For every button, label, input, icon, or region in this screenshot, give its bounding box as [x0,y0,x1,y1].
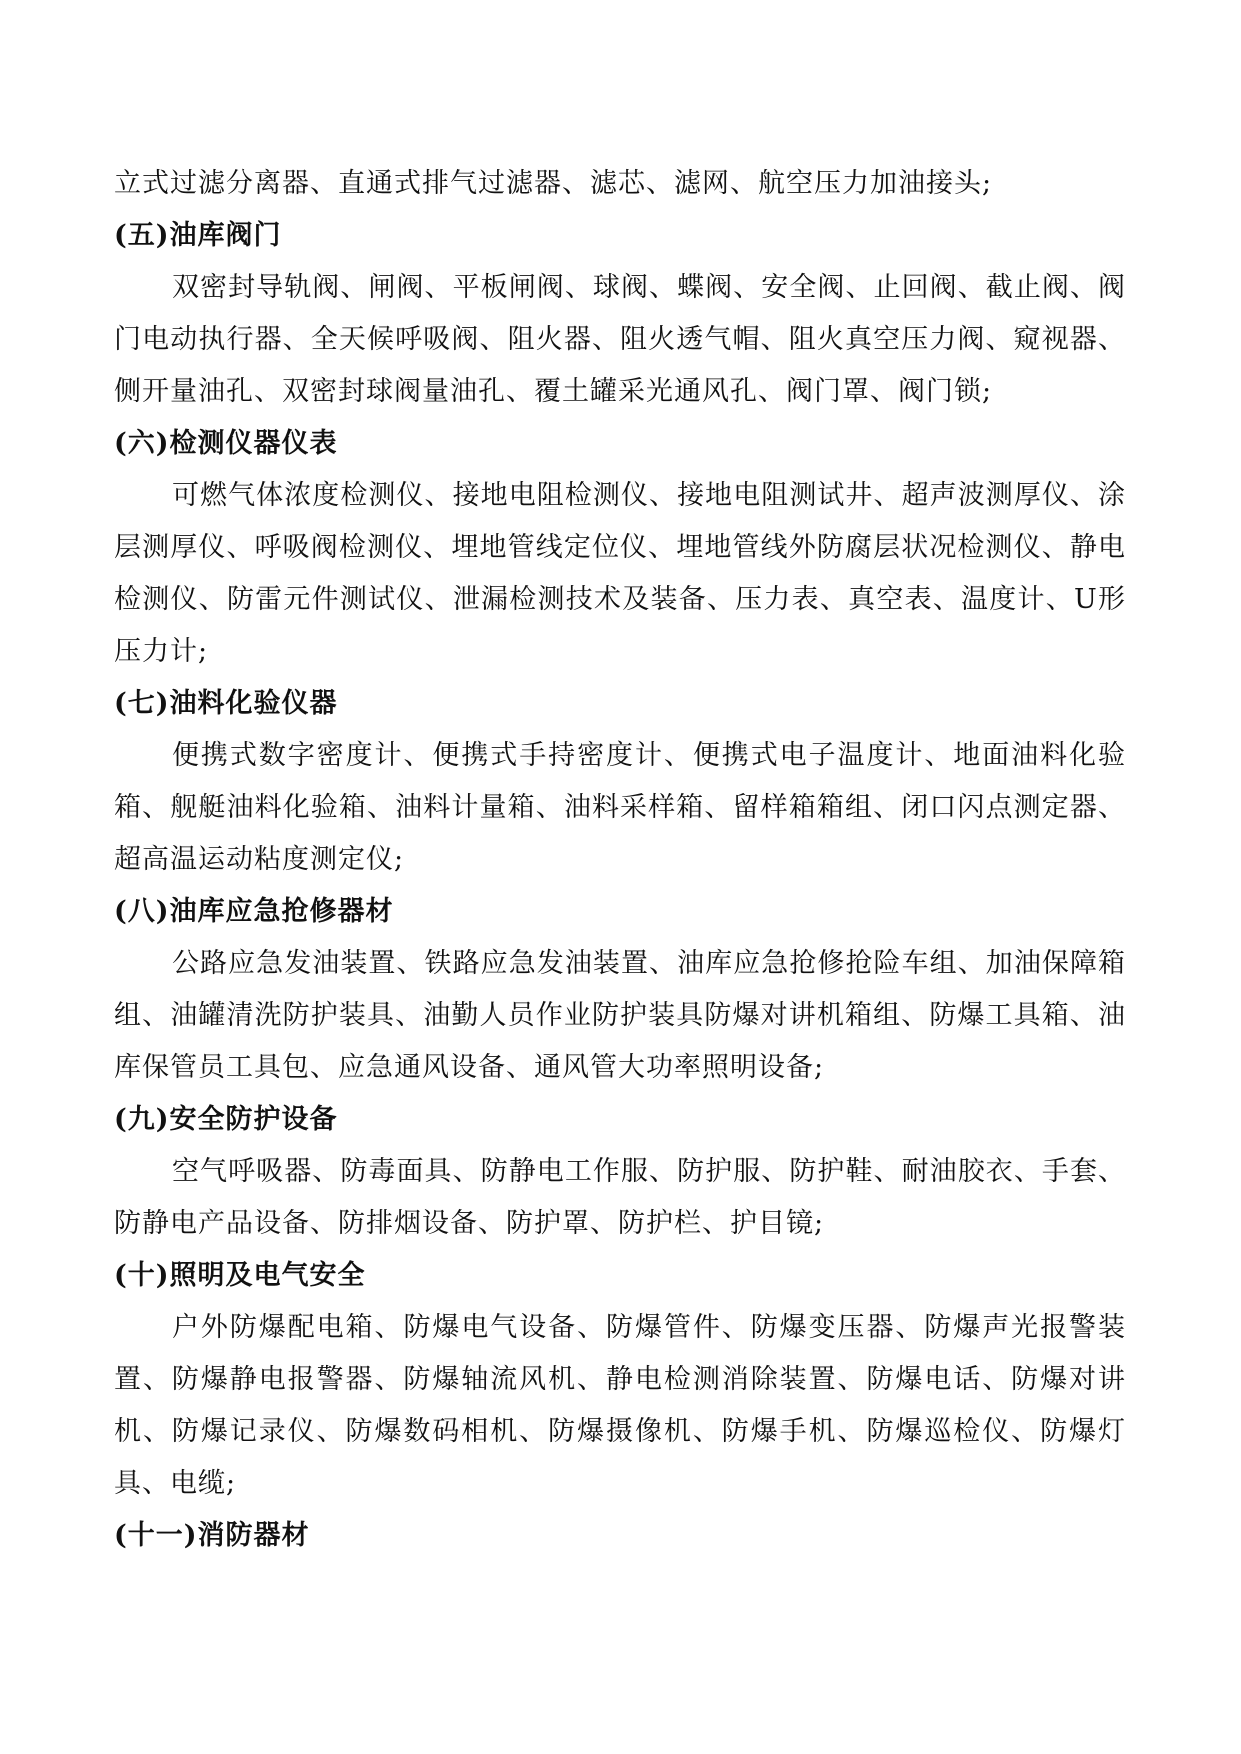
section-heading-8: (八)油库应急抢修器材 [114,896,394,927]
continuation-paragraph: 立式过滤分离器、直通式排气过滤器、滤芯、滤网、航空压力加油接头; [114,168,993,199]
section-heading-10: (十)照明及电气安全 [114,1260,366,1291]
section-body-5: 双密封导轨阀、闸阀、平板闸阀、球阀、蝶阀、安全阀、止回阀、截止阀、阀门电动执行器、全天候呼吸阀、阻火器、阻火透气帽、阻火真空压力阀、窥视器、侧开量油孔、双密封球阀量油孔、覆土罐采光通风孔、阀门罩、阀门锁; [114,272,1126,407]
section-heading-5: (五)油库阀门 [114,220,282,251]
section-body-10: 户外防爆配电箱、防爆电气设备、防爆管件、防爆变压器、防爆声光报警装置、防爆静电报警器、防爆轴流风机、静电检测消除装置、防爆电话、防爆对讲机、防爆记录仪、防爆数码相机、防爆摄像机、防爆手机、防爆巡检仪、防爆灯具、电缆; [114,1312,1126,1499]
section-body-9: 空气呼吸器、防毒面具、防静电工作服、防护服、防护鞋、耐油胶衣、手套、防静电产品设备、防排烟设备、防护罩、防护栏、护目镜; [114,1156,1126,1239]
section-body-6: 可燃气体浓度检测仪、接地电阻检测仪、接地电阻测试井、超声波测厚仪、涂层测厚仪、呼吸阀检测仪、埋地管线定位仪、埋地管线外防腐层状况检测仪、静电检测仪、防雷元件测试仪、泄漏检测技术及装备、压力表、真空表、温度计、U形压力计; [114,480,1126,667]
section-heading-11: (十一)消防器材 [114,1520,310,1551]
section-body-7: 便携式数字密度计、便携式手持密度计、便携式电子温度计、地面油料化验箱、舰艇油料化验箱、油料计量箱、油料采样箱、留样箱箱组、闭口闪点测定器、超高温运动粘度测定仪; [114,740,1126,875]
document-body [114,158,1126,1562]
section-heading-7: (七)油料化验仪器 [114,688,338,719]
section-body-8: 公路应急发油装置、铁路应急发油装置、油库应急抢修抢险车组、加油保障箱组、油罐清洗防护装具、油勤人员作业防护装具防爆对讲机箱组、防爆工具箱、油库保管员工具包、应急通风设备、通风管大功率照明设备; [114,948,1126,1083]
section-heading-6: (六)检测仪器仪表 [114,428,338,459]
section-heading-9: (九)安全防护设备 [114,1104,338,1135]
